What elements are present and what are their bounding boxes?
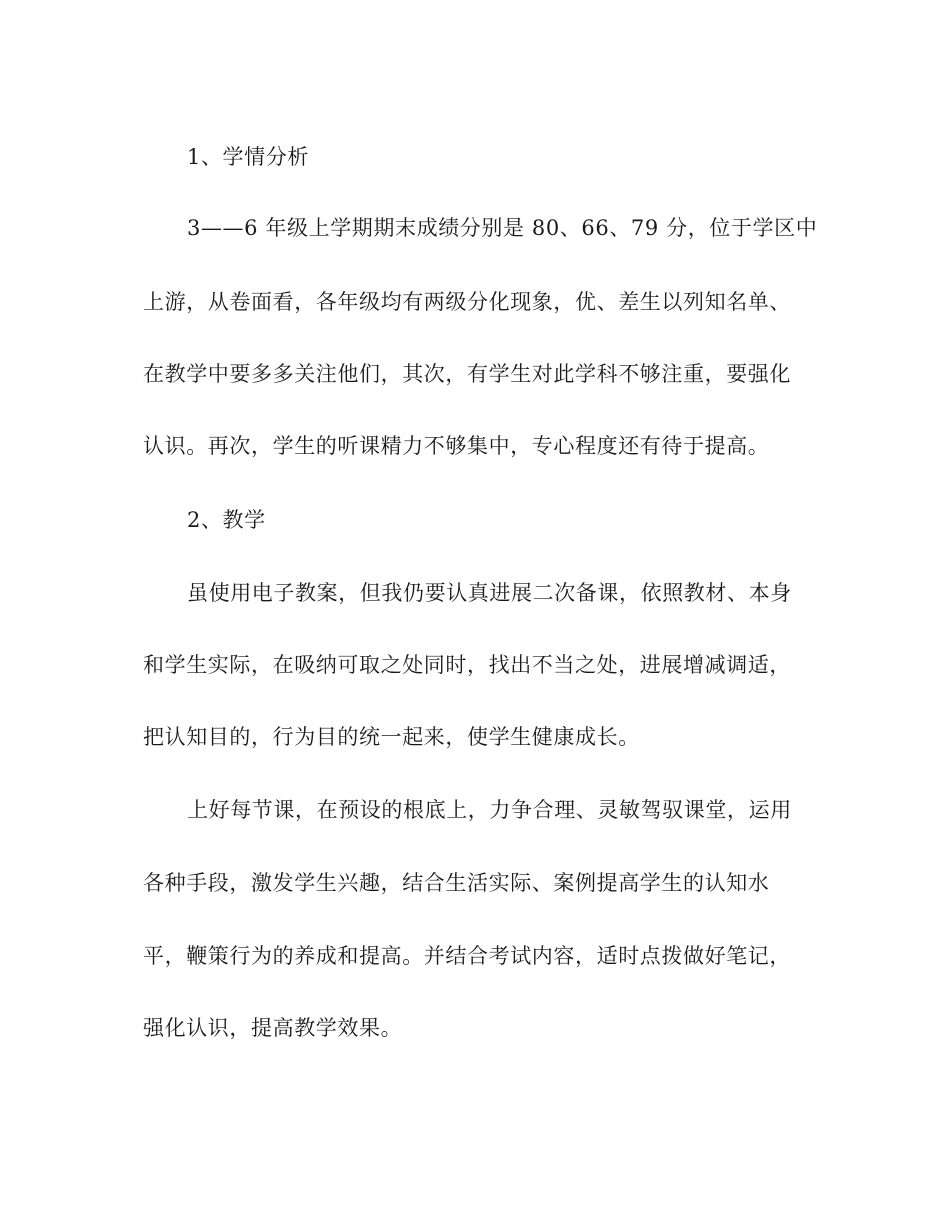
paragraph-line: 各种手段，激发学生兴趣，结合生活实际、案例提高学生的认知水 bbox=[143, 871, 770, 895]
paragraph-line: 在教学中要多多关注他们，其次，有学生对此学科不够注重，要强化 bbox=[143, 362, 791, 386]
paragraph-line: 上好每节课，在预设的根底上，力争合理、灵敏驾驭课堂，运用 bbox=[187, 798, 792, 822]
paragraph-line: 3——6 年级上学期期末成绩分别是 80、66、79 分，位于学区中 bbox=[187, 216, 818, 240]
paragraph-line: 认识。再次，学生的听课精力不够集中，专心程度还有待于提高。 bbox=[143, 434, 770, 458]
paragraph-line: 把认知目的，行为目的统一起来，使学生健康成长。 bbox=[143, 725, 640, 749]
section-heading-teaching: 2、教学 bbox=[187, 508, 266, 532]
paragraph-line: 和学生实际，在吸纳可取之处同时，找出不当之处，进展增减调适， bbox=[143, 653, 791, 677]
section-heading-analysis: 1、学情分析 bbox=[187, 145, 309, 169]
paragraph-line: 虽使用电子教案，但我仍要认真进展二次备课，依照教材、本身 bbox=[187, 581, 792, 605]
paragraph-line: 上游，从卷面看，各年级均有两级分化现象，优、差生以列知名单、 bbox=[143, 290, 791, 314]
paragraph-line: 强化认识，提高教学效果。 bbox=[143, 1016, 403, 1040]
paragraph-line: 平，鞭策行为的养成和提高。并结合考试内容，适时点拨做好笔记， bbox=[143, 944, 791, 968]
